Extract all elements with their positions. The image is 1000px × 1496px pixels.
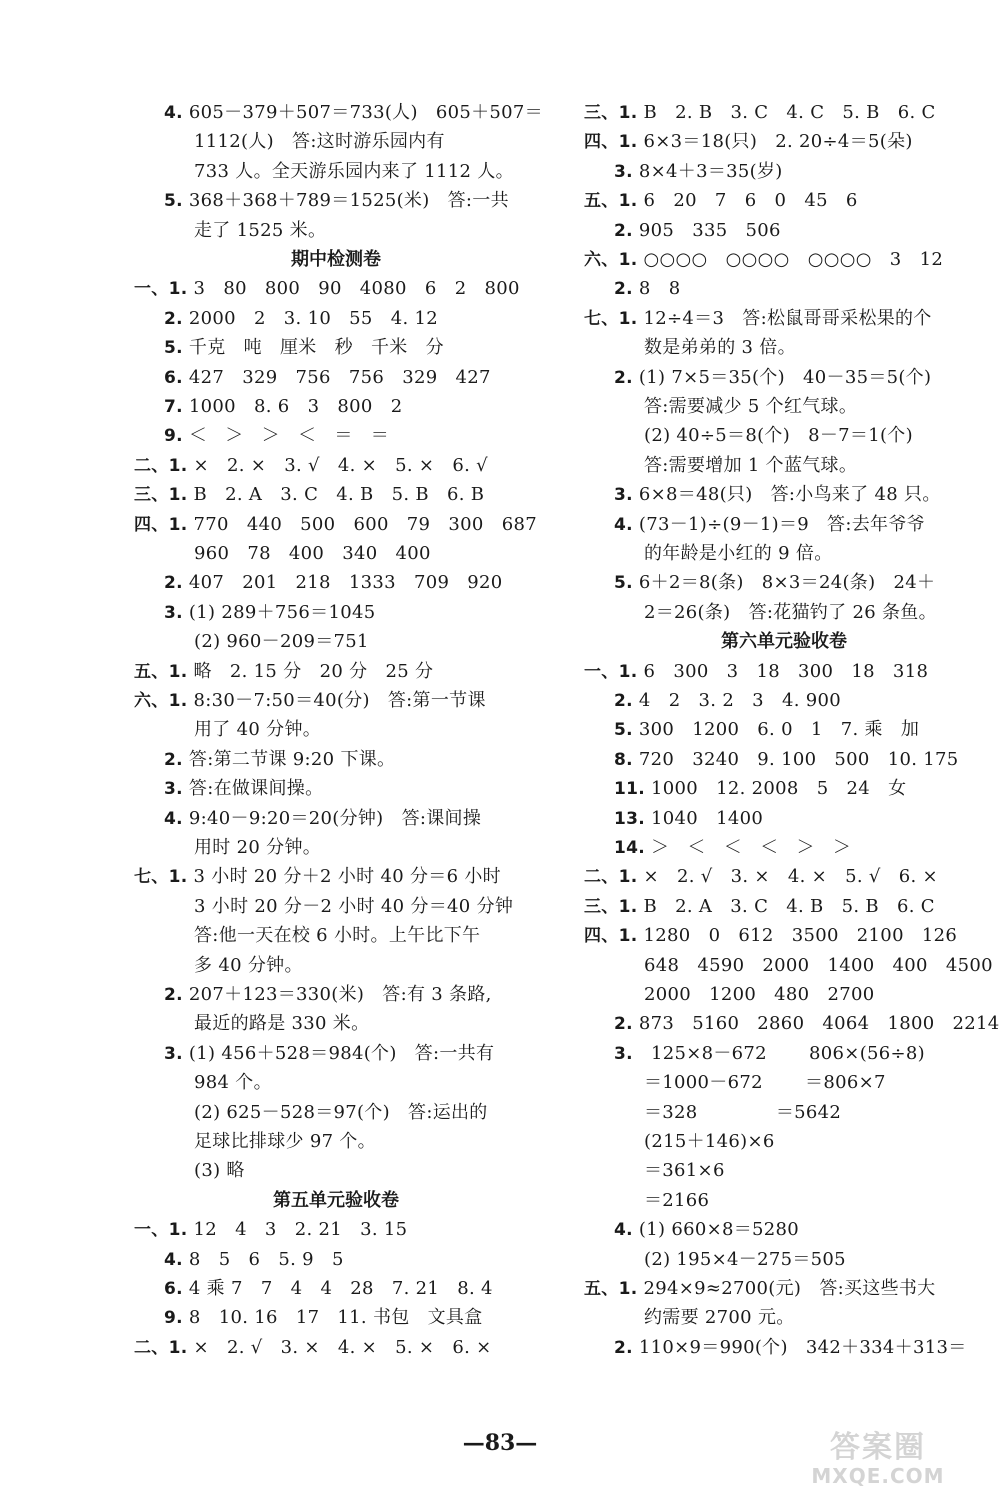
question-number: 6.: [164, 368, 183, 388]
answer-line: [194, 1009, 369, 1038]
answer-text: 数是弟弟的 3 倍。: [644, 337, 796, 358]
question-number: 2.: [614, 1014, 633, 1034]
answer-line: [164, 1274, 493, 1303]
question-number: 五、1.: [584, 1279, 638, 1299]
answer-line: [134, 862, 501, 891]
answer-text: 12 4 3 2. 21 3. 15: [187, 1219, 408, 1240]
answer-line: [614, 363, 931, 392]
answer-text: 294×9≈2700(元) 答:买这些书大: [637, 1278, 936, 1299]
answer-line: [134, 510, 537, 539]
question-number: 2.: [614, 691, 633, 711]
answer-text: 足球比排球少 97 个。: [194, 1131, 376, 1152]
answer-text: 答:需要增加 1 个蓝气球。: [644, 455, 858, 476]
answer-line: [644, 1098, 841, 1127]
answer-text: 110×9＝990(个) 342＋334＋313＝: [632, 1337, 967, 1358]
question-number: 11.: [614, 779, 646, 799]
answer-text: (1) 456＋528＝984(个) 答:一共有: [182, 1043, 495, 1064]
answer-line: [584, 921, 957, 950]
answer-text: 6 20 7 6 0 45 6: [637, 190, 858, 211]
question-number: 六、1.: [584, 250, 638, 270]
answer-line: [134, 480, 484, 509]
answer-line: [194, 1127, 376, 1156]
answer-text: (1) 289＋756＝1045: [182, 602, 376, 623]
answer-line: [194, 833, 321, 862]
question-number: 三、1.: [134, 485, 188, 505]
question-number: 四、1.: [584, 132, 638, 152]
answer-text: 960 78 400 340 400: [194, 543, 431, 564]
answer-text: 125×8－672 806×(56÷8): [632, 1043, 925, 1064]
answer-line: [164, 392, 403, 421]
answer-text: ＞ ＜ ＜ ＜ ＞ ＞: [645, 837, 852, 858]
answer-line: [194, 892, 513, 921]
answer-text: ＝361×6: [644, 1160, 725, 1181]
question-number: 3.: [614, 162, 633, 182]
question-number: 一、1.: [134, 279, 188, 299]
answer-text: 6 300 3 18 300 18 318: [637, 661, 929, 682]
answer-line: [164, 304, 438, 333]
answer-text: ＜ ＞ ＞ ＜ ＝ ＝: [182, 425, 390, 446]
answer-text: 多 40 分钟。: [194, 955, 303, 976]
answer-text: × 2. √ 3. × 4. × 5. × 6. ×: [187, 1337, 492, 1358]
question-number: 六、1.: [134, 691, 188, 711]
question-number: 五、1.: [584, 191, 638, 211]
answer-text: 605－379＋507＝733(人) 605＋507＝: [182, 102, 543, 123]
question-number: 三、1.: [584, 897, 638, 917]
answer-line: [194, 1156, 245, 1185]
answer-text: 1040 1400: [645, 808, 764, 829]
answer-text: (2) 40÷5＝8(个) 8－7＝1(个): [644, 425, 913, 446]
answer-text: 答:需要减少 5 个红气球。: [644, 396, 858, 417]
answer-line: [614, 774, 906, 803]
question-number: 5.: [614, 573, 633, 593]
answer-line: [584, 186, 858, 215]
question-number: 4.: [614, 515, 633, 535]
question-number: 6.: [164, 1279, 183, 1299]
question-number: 3.: [614, 1044, 633, 1064]
question-number: 5.: [614, 720, 633, 740]
answer-line: [164, 980, 492, 1009]
answer-text: 6×8＝48(只) 答:小鸟来了 48 只。: [632, 484, 941, 505]
answer-text: (2) 960－209＝751: [194, 631, 369, 652]
answer-line: [584, 245, 943, 274]
answer-text: ＝2166: [644, 1190, 710, 1211]
question-number: 2.: [164, 750, 183, 770]
question-number: 二、1.: [134, 456, 188, 476]
answer-line: [164, 804, 481, 833]
answer-text: (2) 195×4－275＝505: [644, 1249, 846, 1270]
answer-line: [134, 274, 520, 303]
answer-line: [614, 157, 783, 186]
answer-line: [584, 892, 935, 921]
answer-text: 8 10. 16 17 11. 书包 文具盒: [182, 1307, 483, 1328]
answer-text: 733 人。全天游乐园内来了 1112 人。: [194, 161, 514, 182]
answer-line: [584, 862, 938, 891]
answer-line: [614, 686, 841, 715]
answer-text: 8×4＋3＝35(岁): [632, 161, 783, 182]
answer-text: 答:第二节课 9:20 下课。: [182, 749, 396, 770]
answer-text: 4 2 3. 2 3 4. 900: [632, 690, 842, 711]
answer-line: [584, 127, 913, 156]
question-number: 5.: [164, 191, 183, 211]
answer-line: [644, 598, 937, 627]
watermark-url: MXQE.COM: [811, 1464, 945, 1488]
answer-line: [194, 157, 514, 186]
answer-line: [614, 715, 919, 744]
answer-line: [644, 1303, 795, 1332]
answer-line: [194, 921, 480, 950]
answer-line: [644, 539, 833, 568]
answer-line: [644, 392, 857, 421]
answer-text: ○○○○ ○○○○ ○○○○ 3 12: [637, 249, 944, 270]
question-number: 四、1.: [134, 515, 188, 535]
answer-line: [614, 745, 959, 774]
question-number: 2.: [614, 1338, 633, 1358]
answer-line: [584, 1274, 935, 1303]
watermark-title: 答案圈: [830, 1430, 926, 1465]
answer-text: 427 329 756 756 329 427: [182, 367, 491, 388]
answer-text: 最近的路是 330 米。: [194, 1013, 370, 1034]
answer-line: [644, 421, 913, 450]
answer-text: ＝328 ＝5642: [644, 1102, 842, 1123]
answer-line: [644, 1186, 709, 1215]
answer-text: (1) 660×8＝5280: [632, 1219, 800, 1240]
answer-line: [134, 686, 486, 715]
question-number: 7.: [164, 397, 183, 417]
answer-text: 3 80 800 90 4080 6 2 800: [187, 278, 520, 299]
question-number: 2.: [164, 573, 183, 593]
answer-line: [614, 1039, 925, 1068]
answer-line: [644, 951, 993, 980]
question-number: 二、1.: [134, 1338, 188, 1358]
answer-line: [194, 627, 369, 656]
answer-line: [164, 1245, 344, 1274]
answer-text: 1000 8. 6 3 800 2: [182, 396, 403, 417]
answer-text: 用时 20 分钟。: [194, 837, 322, 858]
answer-text: 走了 1525 米。: [194, 220, 327, 241]
answer-line: [644, 1068, 886, 1097]
watermark-logo: [778, 1432, 978, 1488]
answer-line: [164, 774, 323, 803]
answer-line: [614, 568, 935, 597]
question-number: 一、1.: [584, 662, 638, 682]
answer-text: 873 5160 2860 4064 1800 2214: [632, 1013, 1000, 1034]
answer-text: (73－1)÷(9－1)＝9 答:去年爷爷: [632, 514, 925, 535]
question-number: 3.: [164, 779, 183, 799]
answer-line: [194, 539, 431, 568]
answer-line: [164, 333, 444, 362]
answer-text: 770 440 500 600 79 300 687: [187, 514, 537, 535]
question-number: 3.: [164, 603, 183, 623]
answer-text: 648 4590 2000 1400 400 4500: [644, 955, 993, 976]
answer-text: 4 乘 7 7 4 4 28 7. 21 8. 4: [182, 1278, 493, 1299]
answer-line: [134, 1333, 492, 1362]
answer-line: [584, 304, 932, 333]
answer-text: 207＋123＝330(米) 答:有 3 条路,: [182, 984, 492, 1005]
answer-line: [644, 980, 874, 1009]
question-number: 一、1.: [134, 1220, 188, 1240]
answer-text: 2000 1200 480 2700: [644, 984, 875, 1005]
answer-text: 用了 40 分钟。: [194, 719, 322, 740]
answer-text: 1280 0 612 3500 2100 126: [637, 925, 958, 946]
answer-text: (3) 略: [194, 1160, 245, 1181]
answer-line: [134, 1215, 407, 1244]
answer-line: [164, 568, 503, 597]
answer-text: 368＋368＋789＝1525(米) 答:一共: [182, 190, 509, 211]
answer-line: [134, 451, 488, 480]
answer-text: 2000 2 3. 10 55 4. 12: [182, 308, 439, 329]
answer-text: 6＋2＝8(条) 8×3＝24(条) 24＋: [632, 572, 936, 593]
section-heading: 期中检测卷: [291, 249, 381, 270]
question-number: 2.: [164, 985, 183, 1005]
answer-text: 984 个。: [194, 1072, 272, 1093]
answer-line: [194, 216, 326, 245]
question-number: 2.: [614, 368, 633, 388]
answer-line: [194, 951, 303, 980]
answer-line: [164, 1039, 494, 1068]
answer-line: [584, 657, 928, 686]
question-number: 4.: [164, 809, 183, 829]
answer-text: × 2. × 3. √ 4. × 5. × 6. √: [187, 455, 488, 476]
answer-line: [614, 833, 851, 862]
answer-text: (2) 625－528＝97(个) 答:运出的: [194, 1102, 488, 1123]
answer-text: 8 8: [632, 278, 681, 299]
question-number: 二、1.: [584, 867, 638, 887]
question-number: 8.: [614, 750, 633, 770]
answer-line: [644, 1156, 725, 1185]
answer-text: (215＋146)×6: [644, 1131, 775, 1152]
question-number: 14.: [614, 838, 646, 858]
answer-text: ＝1000－672 ＝806×7: [644, 1072, 886, 1093]
answer-text: 3 小时 20 分－2 小时 40 分＝40 分钟: [194, 896, 514, 917]
answer-line: [134, 657, 433, 686]
answer-text: 12÷4＝3 答:松鼠哥哥采松果的个: [637, 308, 932, 329]
answer-text: 720 3240 9. 100 500 10. 175: [632, 749, 959, 770]
question-number: 七、1.: [134, 867, 188, 887]
answer-line: [614, 1009, 1000, 1038]
answer-line: [164, 363, 491, 392]
answer-text: 6×3＝18(只) 2. 20÷4＝5(朵): [637, 131, 913, 152]
section-heading: 第五单元验收卷: [273, 1190, 399, 1211]
answer-line: [194, 715, 321, 744]
question-number: 五、1.: [134, 662, 188, 682]
answer-line: [644, 1127, 775, 1156]
section-heading: 第六单元验收卷: [721, 631, 847, 652]
question-number: 3.: [614, 485, 633, 505]
answer-text: 答:他一天在校 6 小时。上午比下午: [194, 925, 481, 946]
answer-line: [614, 480, 941, 509]
answer-text: 1000 12. 2008 5 24 女: [645, 778, 907, 799]
answer-text: B 2. A 3. C 4. B 5. B 6. B: [187, 484, 485, 505]
question-number: 2.: [614, 221, 633, 241]
answer-text: 407 201 218 1333 709 920: [182, 572, 503, 593]
question-number: 4.: [614, 1220, 633, 1240]
answer-text: 答:在做课间操。: [182, 778, 324, 799]
answer-line: [164, 98, 543, 127]
answer-text: 约需要 2700 元。: [644, 1307, 795, 1328]
answer-line: [614, 1333, 967, 1362]
answer-text: 略 2. 15 分 20 分 25 分: [187, 661, 434, 682]
answer-text: 2＝26(条) 答:花猫钓了 26 条鱼。: [644, 602, 937, 623]
answer-line: [164, 1303, 483, 1332]
answer-text: 905 335 506: [632, 220, 781, 241]
answer-text: B 2. A 3. C 4. B 5. B 6. C: [637, 896, 935, 917]
answer-line: [614, 216, 781, 245]
answer-text: 8 5 6 5. 9 5: [182, 1249, 344, 1270]
question-number: 四、1.: [584, 926, 638, 946]
question-number: 七、1.: [584, 309, 638, 329]
answer-text: (1) 7×5＝35(个) 40－35＝5(个): [632, 367, 932, 388]
question-number: 2.: [164, 309, 183, 329]
question-number: 三、1.: [584, 103, 638, 123]
question-number: 4.: [164, 103, 183, 123]
answer-line: [164, 745, 395, 774]
question-number: 13.: [614, 809, 646, 829]
question-number: 9.: [164, 1308, 183, 1328]
answer-line: [644, 1245, 846, 1274]
answer-line: [164, 421, 389, 450]
answer-line: [614, 804, 763, 833]
answer-line: [584, 98, 936, 127]
answer-line: [164, 598, 375, 627]
answer-text: 1112(人) 答:这时游乐园内有: [194, 131, 445, 152]
answer-line: [194, 127, 445, 156]
answer-text: 8:30－7:50＝40(分) 答:第一节课: [187, 690, 486, 711]
page-number: —83—: [462, 1430, 538, 1456]
question-number: 5.: [164, 338, 183, 358]
answer-text: × 2. √ 3. × 4. × 5. √ 6. ×: [637, 866, 938, 887]
answer-text: 的年龄是小红的 9 倍。: [644, 543, 833, 564]
answer-text: 9:40－9:20＝20(分钟) 答:课间操: [182, 808, 482, 829]
answer-line: [644, 333, 796, 362]
answer-line: [194, 1068, 272, 1097]
answer-text: 300 1200 6. 0 1 7. 乘 加: [632, 719, 920, 740]
question-number: 3.: [164, 1044, 183, 1064]
answer-text: 3 小时 20 分＋2 小时 40 分＝6 小时: [187, 866, 501, 887]
answer-text: 千克 吨 厘米 秒 千米 分: [182, 337, 444, 358]
answer-line: [164, 186, 509, 215]
answer-line: [194, 1098, 488, 1127]
answer-text: B 2. B 3. C 4. C 5. B 6. C: [637, 102, 936, 123]
answer-line: [644, 451, 857, 480]
question-number: 2.: [614, 279, 633, 299]
answer-line: [614, 510, 925, 539]
question-number: 4.: [164, 1250, 183, 1270]
answer-line: [614, 1215, 799, 1244]
answer-line: [614, 274, 680, 303]
question-number: 9.: [164, 426, 183, 446]
